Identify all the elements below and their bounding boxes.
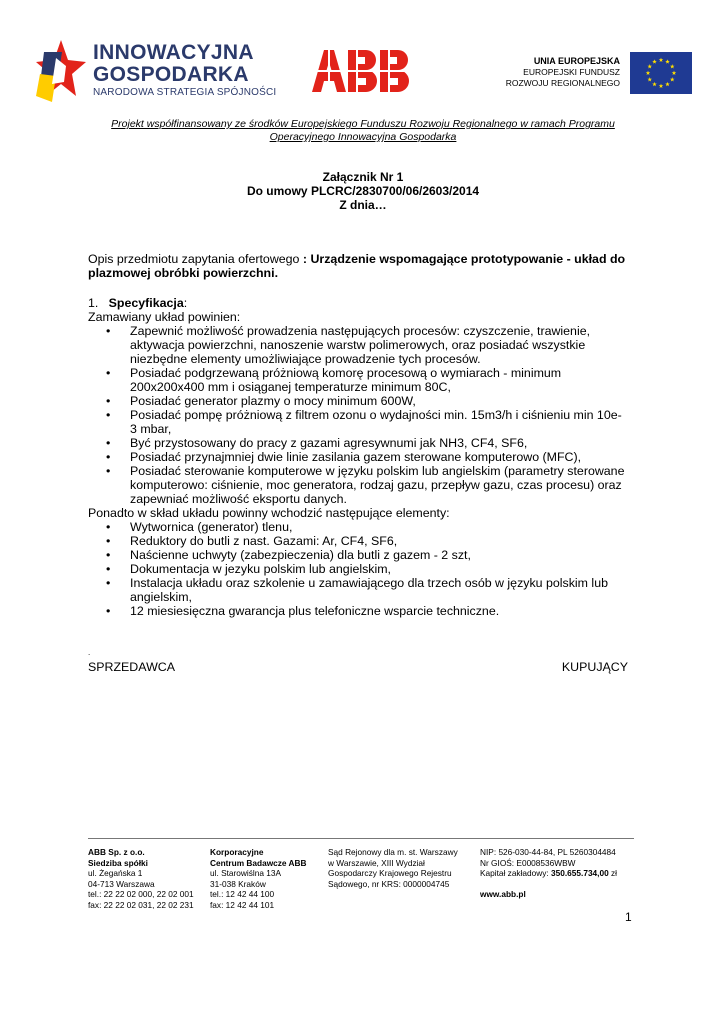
- bullet-icon: •: [106, 324, 111, 338]
- eu-star-icon: [659, 84, 664, 88]
- footer-capital-value: 350.655.734,00: [551, 868, 609, 879]
- list-item: [88, 324, 628, 366]
- bullet-icon: •: [106, 520, 111, 534]
- eu-star-icon: [646, 71, 651, 75]
- eu-star-icon: [647, 77, 652, 81]
- eu-star-icon: [665, 59, 670, 63]
- footer-nip: NIP: 526-030-44-84, PL 5260304484: [480, 847, 616, 857]
- spec-number: 1.: [88, 296, 99, 310]
- list-item: [88, 520, 628, 534]
- eu-star-icon: [652, 82, 657, 86]
- footer-company-fax: fax: 22 22 02 031, 22 02 231: [88, 899, 194, 910]
- project-note-line1: Projekt współfinansowany ze środków Europejskiego Funduszu Rozwoju Regionalnego w ramach Programu: [111, 118, 615, 130]
- list-item-text: Posiadać pompę próżniową z filtrem ozonu o wydajności min. 15m3/h i ciśnieniu min 10e-3 mbar,: [130, 408, 622, 436]
- project-note: [88, 118, 638, 144]
- bullet-icon: •: [106, 548, 111, 562]
- eu-line1: UNIA EUROPEJSKA: [533, 56, 620, 66]
- bullet-icon: •: [106, 408, 111, 422]
- eu-star-icon: [652, 59, 657, 63]
- footer-company-name: ABB Sp. z o.o.: [88, 847, 145, 857]
- eu-flag-icon: [630, 52, 692, 94]
- list-item: [88, 576, 628, 604]
- footer-research-fax: fax: 12 42 44 101: [210, 899, 275, 910]
- page-number: 1: [625, 910, 632, 924]
- list-item-text: Dokumentacja w jezyku polskim lub angielskim,: [130, 562, 391, 576]
- spec-title: Specyfikacja: [108, 296, 184, 310]
- list-item: [88, 464, 628, 506]
- footer-court-line2: w Warszawie, XIII Wydział: [328, 857, 425, 868]
- list-item: [88, 604, 628, 618]
- bullet-icon: •: [106, 436, 111, 450]
- footer-research-line2: Centrum Badawcze ABB: [210, 857, 307, 868]
- bullet-icon: •: [106, 464, 111, 478]
- bullet-icon: •: [106, 562, 111, 576]
- annex-line1: Załącznik Nr 1: [322, 170, 404, 184]
- list-item-text: Instalacja układu oraz szkolenie u zamawiającego dla trzech osób w języku polskim lub angielskim,: [130, 576, 608, 604]
- list-item-text: Posiadać podgrzewaną próżniową komorę procesową o wymiarach - minimum 200x200x400 mm i osiąganej temperaturze minimum 80C,: [130, 366, 562, 394]
- bullet-icon: •: [106, 366, 111, 380]
- eu-star-icon: [670, 64, 675, 68]
- footer-gios: Nr GIOŚ: E0008536WBW: [480, 857, 576, 868]
- intro-1: Zamawiany układ powinien:: [88, 310, 241, 324]
- footer-col-tax: [480, 847, 617, 900]
- eu-star-icon: [665, 82, 670, 86]
- annex-line2: Do umowy PLCRC/2830700/06/2603/2014: [246, 184, 480, 198]
- list-item-text: Wytwornica (generator) tlenu,: [130, 520, 293, 534]
- abb-logo: [312, 50, 412, 92]
- requirements-list: [88, 324, 628, 506]
- eu-line3: ROZWOJU REGIONALNEGO: [505, 78, 620, 88]
- list-item: [88, 436, 628, 450]
- list-item: [88, 408, 628, 436]
- list-item-text: Zapewnić możliwość prowadzenia następujących procesów: czyszczenie, trawienie, aktywacja powierzchni, nanoszenie warstw polimerowych, oraz posiadać wszystkie niezbędne elementy umożliwiające prowadzenie tych procesów.: [130, 324, 591, 366]
- eu-logo-text: [506, 56, 620, 89]
- list-item-text: Naścienne uchwyty (zabezpieczenia) dla butli z gazem - 2 szt,: [130, 548, 471, 562]
- footer-company-city: 04-713 Warszawa: [88, 878, 155, 889]
- annex-heading: [88, 170, 638, 212]
- eu-star-icon: [659, 58, 664, 62]
- footer-court-line3: Gospodarczy Krajowego Rejestru: [328, 868, 452, 879]
- footer-company-seat: Siedziba spółki: [88, 857, 148, 868]
- ig-logo-line3: NARODOWA STRATEGIA SPÓJNOŚCI: [93, 87, 277, 98]
- footer-research-tel: tel.: 12 42 44 100: [210, 889, 275, 900]
- list-item: [88, 534, 628, 548]
- components-list: [88, 520, 628, 618]
- bullet-icon: •: [106, 394, 111, 408]
- footer-col-court: [328, 847, 458, 889]
- footer-capital-unit: zł: [608, 868, 618, 879]
- list-item: [88, 450, 628, 464]
- footer-capital: [480, 868, 617, 879]
- list-item-text: Posiadać sterowanie komputerowe w języku polskim lub angielskim (parametry sterowane komputerowo: ciśnienie, moc generatora, rodzaj gazu, przepływ gazu, czas procesu) oraz zapewniać możliwość eksportu danych.: [130, 464, 625, 506]
- footer-court-line4: Sądowego, nr KRS: 0000004745: [328, 878, 450, 889]
- list-item: [88, 366, 628, 394]
- footer-research-street: ul. Starowiślna 13A: [210, 868, 282, 879]
- footer-capital-label: Kapitał zakładowy:: [480, 868, 552, 879]
- footer-research-line1: Korporacyjne: [210, 847, 264, 857]
- ig-star-icon: [36, 38, 86, 104]
- footer-company-tel: tel.: 22 22 02 000, 22 02 001: [88, 889, 194, 900]
- subject-title: : Urządzenie wspomagające prototypowanie - układ do plazmowej obróbki powierzchni.: [88, 252, 626, 280]
- subject-prefix: Opis przedmiotu zapytania ofertowego: [88, 252, 303, 266]
- list-item-text: Posiadać przynajmniej dwie linie zasilania gazem sterowane komputerowo (MFC),: [130, 450, 582, 464]
- bullet-icon: •: [106, 450, 111, 464]
- ig-logo-line1: INNOWACYJNA: [93, 41, 254, 64]
- list-item: [88, 548, 628, 562]
- annex-line3: Z dnia…: [339, 198, 387, 212]
- footer-research-city: 31-038 Kraków: [210, 878, 266, 889]
- list-item: [88, 562, 628, 576]
- small-dot: .: [88, 648, 91, 657]
- list-item-text: Reduktory do butli z nast. Gazami: Ar, CF4, SF6,: [130, 534, 398, 548]
- eu-star-icon: [647, 64, 652, 68]
- footer-col-company: [88, 847, 194, 911]
- footer-divider: [88, 838, 634, 839]
- eu-line2: EUROPEJSKI FUNDUSZ: [523, 67, 620, 77]
- seller-label: SPRZEDAWCA: [88, 660, 175, 674]
- document-body: [88, 252, 628, 618]
- eu-star-icon: [672, 71, 677, 75]
- list-item-text: Być przystosowany do pracy z gazami agresywnumi jak NH3, CF4, SF6,: [130, 436, 528, 450]
- subject-paragraph: [88, 252, 628, 280]
- intro-2: Ponadto w skład układu powinny wchodzić następujące elementy:: [88, 506, 450, 520]
- project-note-line2: Operacyjnego Innowacyjna Gospodarka: [269, 131, 457, 143]
- buyer-label: KUPUJĄCY: [561, 660, 628, 674]
- list-item-text: Posiadać generator plazmy o mocy minimum 600W,: [130, 394, 416, 408]
- abb-logo-graphic: [312, 50, 412, 92]
- footer-company-street: ul. Żegańska 1: [88, 868, 143, 879]
- list-item: [88, 394, 628, 408]
- footer-website-link[interactable]: www.abb.pl: [480, 889, 526, 900]
- bullet-icon: •: [106, 604, 111, 618]
- footer-col-research: [210, 847, 307, 911]
- bullet-icon: •: [106, 534, 111, 548]
- footer-court-line1: Sąd Rejonowy dla m. st. Warszawy: [328, 847, 458, 857]
- bullet-icon: •: [106, 576, 111, 590]
- spec-heading: [88, 296, 628, 310]
- eu-star-icon: [670, 77, 675, 81]
- innowacyjna-gospodarka-logo: [36, 38, 277, 106]
- ig-logo-line2: GOSPODARKA: [93, 63, 249, 86]
- spec-colon: :: [183, 296, 188, 310]
- list-item-text: 12 miesiesięczna gwarancja plus telefoniczne wsparcie techniczne.: [130, 604, 500, 618]
- eu-logo: [506, 52, 692, 94]
